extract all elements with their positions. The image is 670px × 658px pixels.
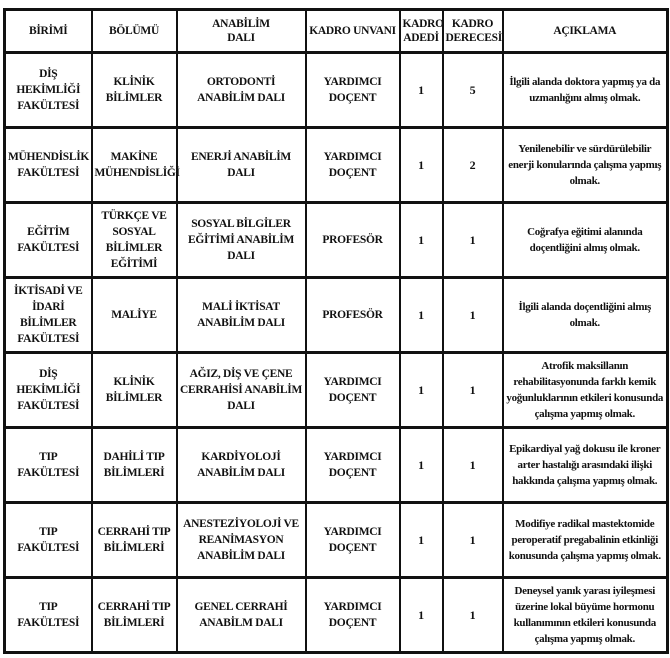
- cell-anabilim-dali: KARDİYOLOJİ ANABİLİM DALI: [177, 428, 306, 503]
- cell-birimi: DİŞ HEKİMLİĞİ FAKÜLTESİ: [5, 353, 92, 428]
- cell-bolumu: TÜRKÇE VE SOSYAL BİLİMLER EĞİTİMİ: [92, 203, 177, 278]
- cell-kadro-adedi: 1: [400, 503, 443, 578]
- table-row: [5, 503, 668, 578]
- cell-aciklama: Atrofik maksillanın rehabilitasyonunda farklı kemik yoğunluklarının etkileri konusunda çalışma yapmış olmak.: [503, 353, 668, 428]
- cell-birimi: TIP FAKÜLTESİ: [5, 503, 92, 578]
- cell-birimi: TIP FAKÜLTESİ: [5, 578, 92, 653]
- header-kadro-adedi: KADRO ADEDİ: [400, 10, 443, 53]
- cell-kadro-derecesi: 1: [443, 278, 503, 353]
- cell-birimi: MÜHENDİSLİK FAKÜLTESİ: [5, 128, 92, 203]
- cell-kadro-adedi: 1: [400, 428, 443, 503]
- cell-kadro-unvani: YARDIMCI DOÇENT: [306, 503, 400, 578]
- cell-bolumu: MALİYE: [92, 278, 177, 353]
- cell-kadro-derecesi: 2: [443, 128, 503, 203]
- cell-bolumu: CERRAHİ TIP BİLİMLERİ: [92, 503, 177, 578]
- cell-anabilim-dali: SOSYAL BİLGİLER EĞİTİMİ ANABİLİM DALI: [177, 203, 306, 278]
- cell-kadro-adedi: 1: [400, 203, 443, 278]
- header-kadro-derecesi: KADRO DERECESİ: [443, 10, 503, 53]
- cell-kadro-adedi: 1: [400, 578, 443, 653]
- staff-positions-table-container: [3, 8, 669, 654]
- cell-kadro-unvani: PROFESÖR: [306, 203, 400, 278]
- cell-kadro-derecesi: 1: [443, 428, 503, 503]
- table-row: [5, 278, 668, 353]
- table-row: [5, 203, 668, 278]
- table-row: [5, 578, 668, 653]
- cell-kadro-unvani: PROFESÖR: [306, 278, 400, 353]
- cell-kadro-unvani: YARDIMCI DOÇENT: [306, 428, 400, 503]
- cell-anabilim-dali: ANESTEZİYOLOJİ VE REANİMASYON ANABİLİM DALI: [177, 503, 306, 578]
- header-birimi: BİRİMİ: [5, 10, 92, 53]
- cell-aciklama: Modifiye radikal mastektomide peroperatif pregabalinin etkinliği konusunda çalışma yapmış olmak.: [503, 503, 668, 578]
- cell-bolumu: KLİNİK BİLİMLER: [92, 353, 177, 428]
- cell-kadro-derecesi: 1: [443, 203, 503, 278]
- cell-birimi: DİŞ HEKİMLİĞİ FAKÜLTESİ: [5, 53, 92, 128]
- cell-kadro-derecesi: 1: [443, 578, 503, 653]
- cell-birimi: TIP FAKÜLTESİ: [5, 428, 92, 503]
- table-row: [5, 428, 668, 503]
- cell-anabilim-dali: GENEL CERRAHİ ANABİLM DALI: [177, 578, 306, 653]
- cell-bolumu: MAKİNE MÜHENDİSLİĞİ: [92, 128, 177, 203]
- cell-kadro-adedi: 1: [400, 278, 443, 353]
- cell-anabilim-dali: ENERJİ ANABİLİM DALI: [177, 128, 306, 203]
- cell-birimi: İKTİSADİ VE İDARİ BİLİMLER FAKÜLTESİ: [5, 278, 92, 353]
- cell-aciklama: Epikardiyal yağ dokusu ile kroner arter hastalığı arasındaki ilişki hakkında çalışma yapmış olmak.: [503, 428, 668, 503]
- cell-aciklama: Yenilenebilir ve sürdürülebilir enerji konularında çalışma yapmış olmak.: [503, 128, 668, 203]
- table-row: [5, 53, 668, 128]
- cell-aciklama: Deneysel yanık yarası iyileşmesi üzerine lokal büyüme hormonu kullanımının etkileri konusunda çalışma yapmış olmak.: [503, 578, 668, 653]
- cell-aciklama: İlgili alanda doçentliğini almış olmak.: [503, 278, 668, 353]
- cell-anabilim-dali: ORTODONTİ ANABİLİM DALI: [177, 53, 306, 128]
- cell-birimi: EĞİTİM FAKÜLTESİ: [5, 203, 92, 278]
- table-row: [5, 353, 668, 428]
- cell-bolumu: KLİNİK BİLİMLER: [92, 53, 177, 128]
- table-row: [5, 128, 668, 203]
- staff-positions-table: [3, 8, 669, 654]
- cell-kadro-adedi: 1: [400, 53, 443, 128]
- cell-kadro-unvani: YARDIMCI DOÇENT: [306, 578, 400, 653]
- cell-bolumu: CERRAHİ TIP BİLİMLERİ: [92, 578, 177, 653]
- header-bolumu: BÖLÜMÜ: [92, 10, 177, 53]
- header-aciklama: AÇIKLAMA: [503, 10, 668, 53]
- cell-kadro-adedi: 1: [400, 128, 443, 203]
- cell-kadro-unvani: YARDIMCI DOÇENT: [306, 53, 400, 128]
- cell-anabilim-dali: MALİ İKTİSAT ANABİLİM DALI: [177, 278, 306, 353]
- cell-bolumu: DAHİLİ TIP BİLİMLERİ: [92, 428, 177, 503]
- table-header-row: [5, 10, 668, 53]
- cell-kadro-derecesi: 5: [443, 53, 503, 128]
- header-kadro-unvani: KADRO UNVANI: [306, 10, 400, 53]
- cell-kadro-unvani: YARDIMCI DOÇENT: [306, 353, 400, 428]
- cell-aciklama: Coğrafya eğitimi alanında doçentliğini almış olmak.: [503, 203, 668, 278]
- cell-kadro-derecesi: 1: [443, 503, 503, 578]
- cell-kadro-adedi: 1: [400, 353, 443, 428]
- cell-anabilim-dali: AĞIZ, DİŞ VE ÇENE CERRAHİSİ ANABİLİM DALI: [177, 353, 306, 428]
- cell-kadro-unvani: YARDIMCI DOÇENT: [306, 128, 400, 203]
- cell-kadro-derecesi: 1: [443, 353, 503, 428]
- header-anabilim-dali: ANABİLİM DALI: [177, 10, 306, 53]
- cell-aciklama: İlgili alanda doktora yapmış ya da uzmanlığını almış olmak.: [503, 53, 668, 128]
